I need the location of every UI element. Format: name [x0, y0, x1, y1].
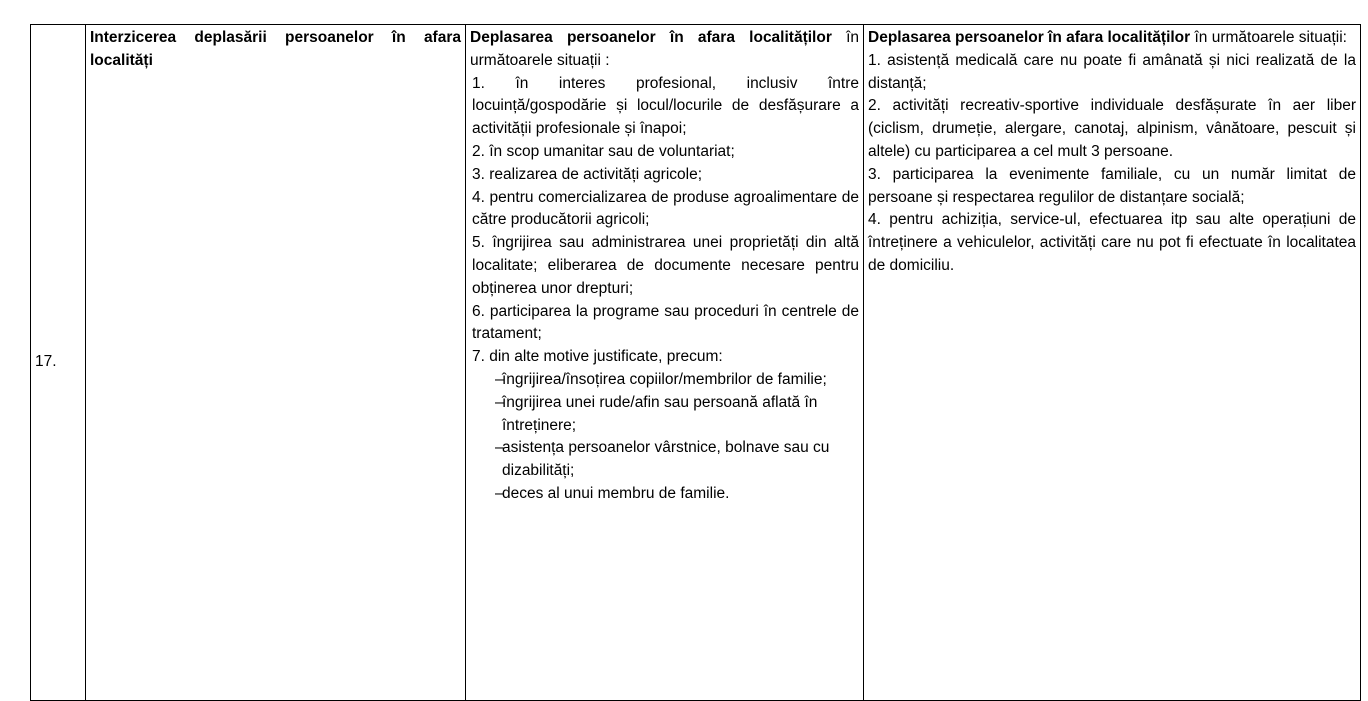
list-item: 7. din alte motive justificate, precum: — [472, 348, 723, 366]
list-item: 3. participarea la evenimente familiale, cu un număr limitat de persoane și respectarea regulilor de distanțare socială; — [868, 165, 1356, 206]
sub-list-item: – deces al unui membru de familie. — [498, 483, 859, 506]
list-item: 2. activități recreativ-sportive individuale desfășurate în aer liber (ciclism, drumeție, alergare, canotaj, alpinism, vânătoare, pescuit și altele) cu participarea a cel mult 3 persoane. — [868, 97, 1356, 160]
list-item: 5. îngrijirea sau administrarea unei proprietăți din altă localitate; eliberarea de documente necesare pentru obținerea unor drepturi; — [472, 234, 859, 297]
document-table-fragment — [30, 24, 1360, 701]
list-item: 4. pentru comercializarea de produse agroalimentare de către producătorii agricoli; — [472, 188, 859, 229]
measure-title: Interzicerea deplasării persoanelor în afara localități — [90, 29, 461, 69]
permitted-lead — [470, 27, 859, 73]
sub-list-item: – îngrijirea unei rude/afin sau persoană aflată în întreținere; — [498, 392, 859, 438]
list-item: 4. pentru achiziția, service-ul, efectuarea itp sau alte operațiuni de întreținere a vehiculelor, activități care nu pot fi efectuate în localitatea de domiciliu. — [868, 211, 1356, 274]
new-situations-list — [868, 50, 1356, 278]
table-row — [31, 25, 1361, 701]
new-lead — [868, 27, 1356, 50]
new-situations-cell — [864, 25, 1361, 701]
permitted-situations-cell — [466, 25, 864, 701]
new-lead-rest: în următoarele situații: — [1190, 29, 1347, 46]
measure-cell — [86, 25, 466, 701]
permitted-lead-rest: în următoarele situații : — [470, 29, 860, 69]
row-number-cell — [31, 25, 86, 701]
sub-list-item: – asistența persoanelor vârstnice, bolnave sau cu dizabilități; — [498, 437, 859, 483]
justified-reasons-list — [470, 369, 859, 506]
permitted-lead-bold: Deplasarea persoanelor în afara localităților — [470, 29, 832, 46]
permitted-list — [470, 73, 859, 369]
row-number: 17. — [35, 353, 57, 371]
list-item: 2. în scop umanitar sau de voluntariat; — [472, 142, 735, 160]
list-item: 6. participarea la programe sau proceduri în centrele de tratament; — [472, 302, 859, 343]
list-item: 1. asistență medicală care nu poate fi amânată și nici realizată de la distanță; — [868, 51, 1356, 92]
measures-table — [30, 24, 1361, 701]
list-item: 1. în interes profesional, inclusiv între locuință/gospodărie și locul/locurile de desfășurare a activității profesionale și înapoi; — [472, 74, 859, 138]
sub-list-item: – îngrijirea/însoțirea copiilor/membrilor de familie; — [498, 369, 859, 392]
new-lead-bold: Deplasarea persoanelor în afara localităților — [868, 29, 1191, 46]
list-item: 3. realizarea de activități agricole; — [472, 165, 703, 183]
